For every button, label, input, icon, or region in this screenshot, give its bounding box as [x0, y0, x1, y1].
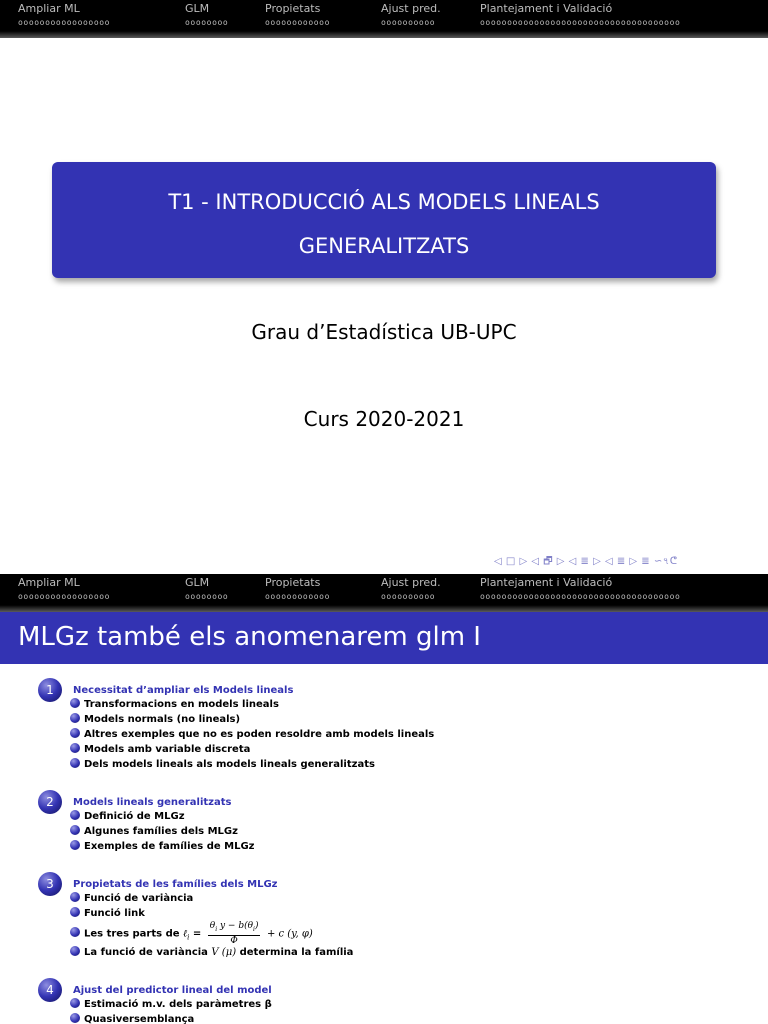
- date-text: Curs 2020-2021: [303, 407, 465, 431]
- nav-section-label: Plantejament i Validació: [480, 2, 613, 15]
- list-item[interactable]: [70, 712, 768, 727]
- nav-section-dots: oooooooo: [185, 592, 229, 601]
- fraction-numerator: $\theta_i$ $y - b(\theta_i)$: [208, 921, 261, 936]
- nav-section-ampliar-ml[interactable]: [18, 2, 110, 27]
- subsection-label: Quasiversemblança: [84, 1014, 195, 1024]
- toc-section-1: [0, 678, 768, 772]
- outline-slide: [0, 574, 768, 1024]
- nav-section-dots: ooooooooooooooooo: [18, 592, 111, 601]
- subsection-label: Transformacions en models lineals: [84, 699, 279, 710]
- subsection-label: Altres exemples que no es poden resoldre amb models lineals: [84, 729, 435, 740]
- subsection-label: Dels models lineals als models lineals generalitzats: [84, 759, 375, 770]
- list-item[interactable]: [70, 906, 768, 921]
- section-title[interactable]: Ajust del predictor lineal del model: [73, 985, 272, 996]
- bullet-icon: [70, 825, 80, 835]
- nav-section-label: GLM: [185, 576, 210, 589]
- list-item[interactable]: [70, 742, 768, 757]
- nav-section-label: Propietats: [265, 2, 321, 15]
- bullet-icon: [70, 728, 80, 738]
- section-title[interactable]: Models lineals generalitzats: [73, 797, 232, 808]
- list-item[interactable]: [70, 809, 768, 824]
- nav-section-label: Ajust pred.: [381, 576, 441, 589]
- beamer-navigation-controls[interactable]: ◁ □ ▷ ◁ 🗗 ▷ ◁ ≣ ▷ ◁ ≣ ▷ ≣ ∽৭ᕦ: [494, 556, 678, 567]
- math-ell: ℓ: [183, 928, 188, 940]
- nav-section-ajust-pred[interactable]: [381, 576, 441, 601]
- nav-section-dots: oooooooooooo: [265, 18, 330, 27]
- bullet-icon: [70, 743, 80, 753]
- subsection-label-suffix: determina la família: [239, 947, 354, 958]
- math-tail: + c (y, φ): [266, 928, 313, 940]
- nav-section-plantejament[interactable]: [480, 2, 680, 27]
- nav-section-label: GLM: [185, 2, 210, 15]
- section-number-ball: 2: [38, 790, 62, 814]
- frame-title: MLGz també els anomenarem glm I: [18, 622, 481, 652]
- list-item[interactable]: [70, 1012, 768, 1024]
- fraction-denominator: Φ: [230, 935, 238, 946]
- nav-section-dots: ooooooooooooooooo: [18, 18, 111, 27]
- section-number-ball: 4: [38, 978, 62, 1002]
- section-number-ball: 1: [38, 678, 62, 702]
- subsection-label: Algunes famílies dels MLGz: [84, 826, 238, 837]
- list-item[interactable]: [70, 824, 768, 839]
- bullet-icon: [70, 907, 80, 917]
- bullet-icon: [70, 810, 80, 820]
- presentation-title-line2: GENERALITZATS: [298, 234, 470, 258]
- navigation-bar: [0, 574, 768, 612]
- list-item[interactable]: [70, 997, 768, 1012]
- section-title[interactable]: Propietats de les famílies dels MLGz: [73, 879, 278, 890]
- subsection-label: Exemples de famílies de MLGz: [84, 841, 255, 852]
- list-item[interactable]: [70, 757, 768, 772]
- nav-section-label: Plantejament i Validació: [480, 576, 613, 589]
- nav-section-dots: oooooooooo: [381, 18, 436, 27]
- nav-section-ampliar-ml[interactable]: [18, 576, 110, 601]
- section-title[interactable]: Necessitat d’ampliar els Models lineals: [73, 685, 294, 696]
- bullet-icon: [70, 927, 80, 937]
- bullet-icon: [70, 946, 80, 956]
- list-item[interactable]: [70, 891, 768, 906]
- subsection-label: Les tres parts de: [84, 928, 180, 940]
- institute-text: Grau d’Estadística UB-UPC: [251, 320, 517, 344]
- section-number-ball: 3: [38, 872, 62, 896]
- bullet-icon: [70, 758, 80, 768]
- math-subscript: i: [187, 933, 190, 942]
- bullet-icon: [70, 1013, 80, 1023]
- nav-section-dots: ooooooooooooooooooooooooooooooooooooo: [480, 18, 681, 27]
- table-of-contents: [0, 678, 768, 1024]
- subsection-label: Funció link: [84, 908, 145, 919]
- nav-section-ajust-pred[interactable]: [381, 2, 441, 27]
- toc-section-4: [0, 978, 768, 1024]
- toc-section-3: [0, 872, 768, 960]
- list-item[interactable]: [70, 839, 768, 854]
- nav-section-propietats[interactable]: [265, 576, 330, 601]
- list-item[interactable]: [70, 945, 768, 960]
- nav-section-plantejament[interactable]: [480, 576, 680, 601]
- nav-section-label: Ampliar ML: [18, 2, 80, 15]
- list-item[interactable]: [70, 697, 768, 712]
- list-item[interactable]: Les tres parts de ℓ$_i$ = $\frac{\theta_i y - b(\theta_i)}{\Phi}$ + c (y, φ): [70, 921, 768, 945]
- subsection-label: La funció de variància: [84, 947, 208, 958]
- bullet-icon: [70, 713, 80, 723]
- bullet-icon: [70, 998, 80, 1008]
- presentation-title-line1: T1 - INTRODUCCIÓ ALS MODELS LINEALS: [168, 190, 600, 214]
- title-box: [52, 162, 716, 278]
- nav-section-dots: ooooooooooooooooooooooooooooooooooooo: [480, 592, 681, 601]
- bullet-icon: [70, 892, 80, 902]
- nav-section-glm[interactable]: [185, 2, 228, 27]
- nav-section-label: Ajust pred.: [381, 2, 441, 15]
- subsection-label: Models normals (no lineals): [84, 714, 241, 725]
- bullet-icon: [70, 840, 80, 850]
- subsection-label: Funció de variància: [84, 893, 194, 904]
- nav-section-dots: oooooooooooo: [265, 592, 330, 601]
- subsection-label: Models amb variable discreta: [84, 744, 251, 755]
- nav-section-label: Propietats: [265, 576, 321, 589]
- toc-section-2: [0, 790, 768, 854]
- subsection-label: Definició de MLGz: [84, 811, 185, 822]
- math-variance: V (μ): [211, 947, 237, 958]
- nav-section-propietats[interactable]: [265, 2, 330, 27]
- nav-section-dots: oooooooo: [185, 18, 229, 27]
- nav-section-glm[interactable]: [185, 576, 228, 601]
- navigation-bar: [0, 0, 768, 38]
- list-item[interactable]: [70, 727, 768, 742]
- nav-section-dots: oooooooooo: [381, 592, 436, 601]
- frame-title-bar: [0, 612, 768, 664]
- bullet-icon: [70, 698, 80, 708]
- math-fraction: [208, 921, 261, 946]
- nav-section-label: Ampliar ML: [18, 576, 80, 589]
- subsection-label: Estimació m.v. dels paràmetres β: [84, 999, 272, 1010]
